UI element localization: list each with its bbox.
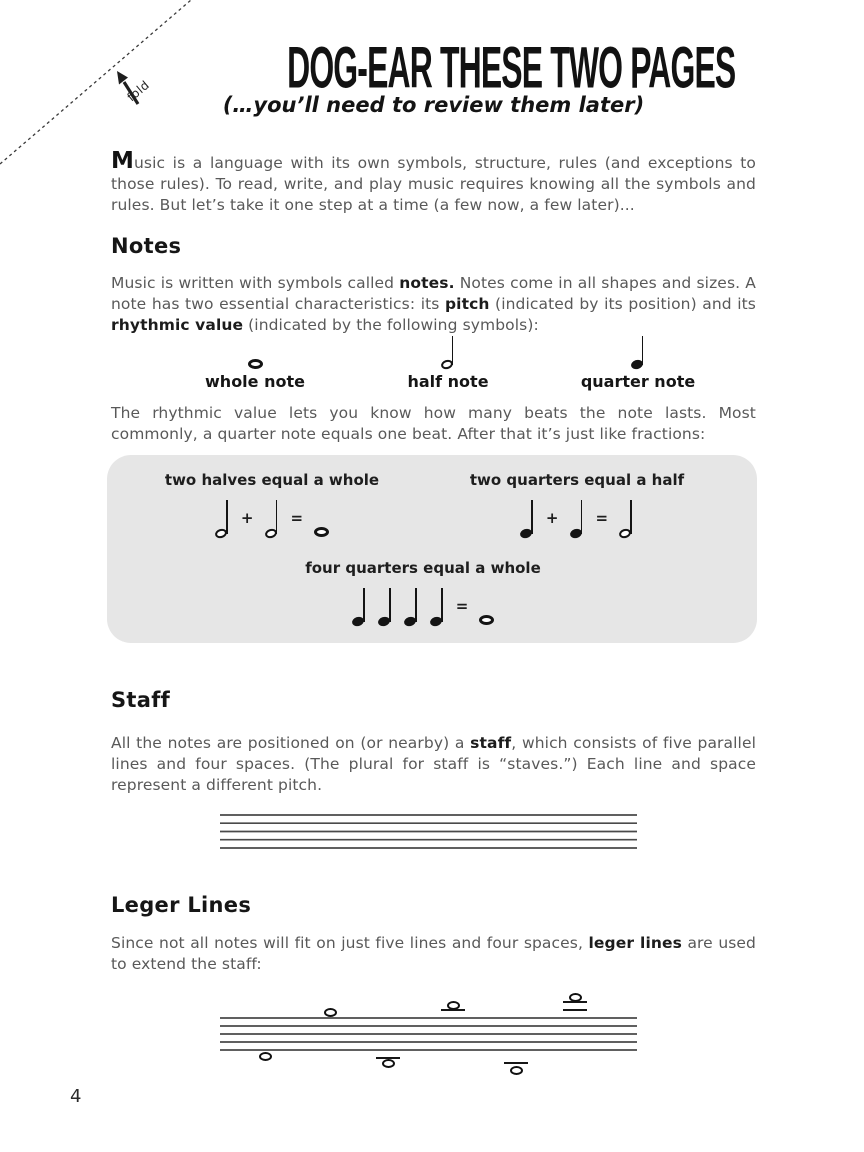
page-title (111, 35, 756, 101)
equation-two-quarters (437, 471, 717, 538)
quarter-note-icon (430, 587, 445, 626)
page-title-text: DOG-EAR THESE TWO PAGES (287, 35, 736, 101)
equals-sign: = (290, 509, 304, 527)
leger-lines-heading: Leger Lines (111, 893, 252, 917)
notes-heading: Notes (111, 234, 182, 258)
leger-line (563, 1009, 587, 1011)
whole-note-below-3-icon (510, 1066, 523, 1075)
half-note-icon (441, 335, 456, 369)
quarter-note-icon (404, 587, 419, 626)
quarter-note-icon (631, 335, 646, 369)
half-note-icon (215, 499, 230, 538)
leger-line (504, 1062, 528, 1064)
page-subtitle: (…you’ll need to review them later) (222, 93, 645, 117)
whole-note-below-2-icon (382, 1059, 395, 1068)
fractions-box (107, 455, 757, 643)
whole-note-column (175, 329, 335, 391)
plus-sign: + (545, 509, 559, 527)
equation-two-halves (132, 471, 412, 538)
plus-sign: + (240, 509, 254, 527)
staff-lines (220, 1016, 637, 1052)
rhythm-paragraph: The rhythmic value lets you know how many beats the note lasts. Most commonly, a quarter note equals one beat. After that it’s just like fractions: (111, 404, 756, 443)
equation-label: two quarters equal a half (469, 471, 685, 489)
intro-dropcap: M (111, 148, 134, 174)
whole-note-above-2-icon (447, 1001, 460, 1010)
quarter-note-icon (570, 499, 585, 538)
half-note-column (368, 329, 528, 391)
half-note-label: half note (407, 372, 489, 391)
staff-figure (220, 813, 637, 850)
whole-note-above-1-icon (324, 1008, 337, 1017)
whole-note-icon (248, 359, 263, 369)
equation-label: four quarters equal a whole (305, 559, 541, 577)
quarter-note-icon (352, 587, 367, 626)
whole-note-label: whole note (205, 372, 305, 391)
intro-text: usic is a language with its own symbols, structure, rules (and exceptions to those rules). To read, write, and play music requires knowing all the symbols and rules. But let’s take it one step at a time (a few now, a few later)... (111, 154, 756, 214)
whole-note-icon (479, 615, 494, 625)
quarter-note-label: quarter note (580, 372, 696, 391)
staff-heading: Staff (111, 688, 171, 712)
whole-note-icon (314, 527, 329, 537)
equation-four-quarters (283, 559, 563, 626)
equals-sign: = (595, 509, 609, 527)
whole-note-below-1-icon (259, 1052, 272, 1061)
intro-paragraph (111, 148, 756, 216)
fold-label: fold (124, 77, 153, 105)
leger-lines-paragraph: Since not all notes will fit on just five lines and four spaces, leger lines are used to extend the staff: (111, 934, 756, 973)
half-note-icon (265, 499, 280, 538)
whole-note-above-3-icon (569, 993, 582, 1002)
staff-paragraph: All the notes are positioned on (or nearby) a staff, which consists of five parallel lines and four spaces. (The plural for staff is “staves.”) Each line and space represent a different pitch. (111, 734, 756, 794)
quarter-note-icon (378, 587, 393, 626)
note-symbols-row (111, 329, 756, 391)
notes-paragraph: Music is written with symbols called notes. Notes come in all shapes and sizes. A note has two essential characteristics: its pitch (indicated by its position) and its rhythmic value (indicated by the following symbols): (111, 274, 756, 334)
leger-lines-figure (200, 986, 660, 1086)
half-note-icon (619, 499, 634, 538)
page-number: 4 (70, 1086, 82, 1107)
equation-label: two halves equal a whole (164, 471, 380, 489)
equals-sign: = (455, 597, 469, 615)
quarter-note-icon (520, 499, 535, 538)
quarter-note-column (558, 329, 718, 391)
